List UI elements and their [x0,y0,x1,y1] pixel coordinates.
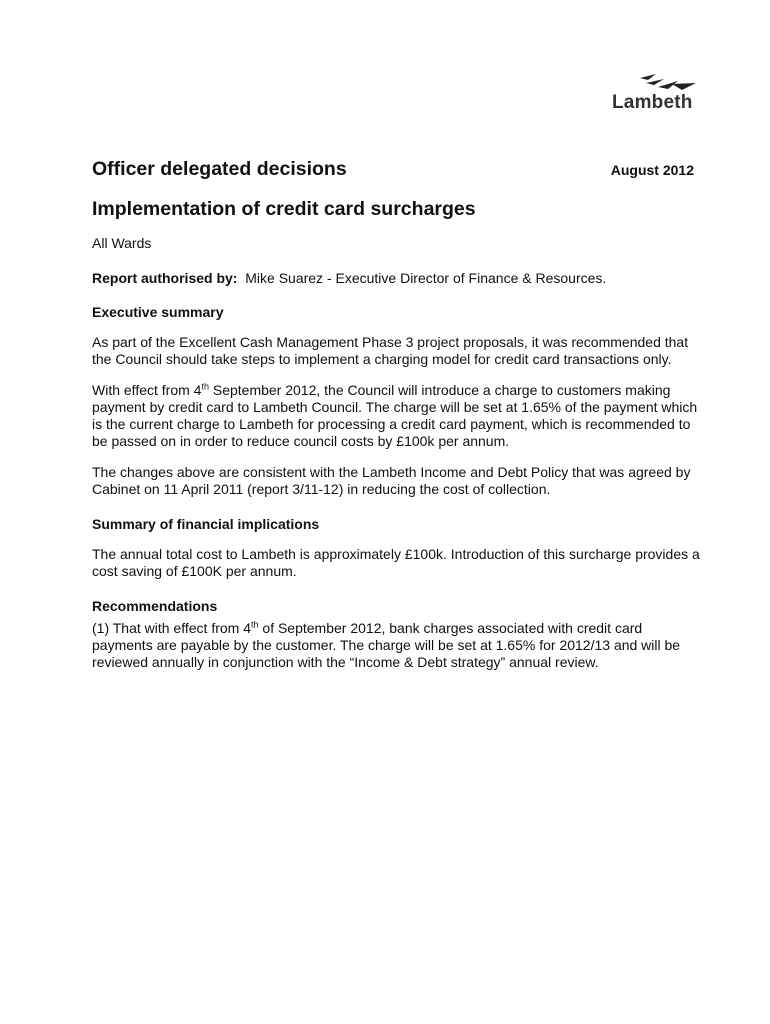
recommendations-heading: Recommendations [92,598,218,614]
recommendation-1 [92,620,702,671]
financial-paragraph: The annual total cost to Lambeth is approximately £100k. Introduction of this surcharge provides a cost saving of £100K per annum. [92,546,700,579]
executive-summary-heading: Executive summary [92,304,224,320]
wards-text: All Wards [92,235,152,251]
executive-summary-paragraph-3: The changes above are consistent with the Lambeth Income and Debt Policy that was agreed by Cabinet on 11 April 2011 (report 3/11-12) in reducing the cost of collection. [92,464,691,497]
financial-heading: Summary of financial implications [92,516,320,532]
rec-p1-pre: (1) That with effect from 4 [92,620,251,636]
rec-p1-post: of September 2012, bank charges associated with credit card payments are payable by the customer. The charge will be set at 1.65% for 2012/13 and will be reviewed annually in conjunction with the “Income & Debt strategy” annual review. [92,620,681,670]
lambeth-swallow-icon [638,74,698,94]
title-row [92,158,702,181]
es-p2-sup: th [201,381,209,392]
logo-text: Lambeth [612,92,693,113]
es-p2-post: September 2012, the Council will introduce a charge to customers making payment by credit card to Lambeth Council. The charge will be set at 1.65% of the payment which is the current charge to Lambeth for processing a credit card payment, which is recommended to be passed on in order to reduce council costs by £100k per annum. [92,382,698,449]
executive-summary-paragraph-1: As part of the Excellent Cash Management Phase 3 project proposals, it was recommended that the Council should take steps to implement a charging model for credit card transactions only. [92,334,689,367]
document-body [92,158,702,671]
document-title: Officer delegated decisions [92,158,347,180]
authorised-label: Report authorised by: [92,270,238,286]
rec-p1-sup: th [251,619,259,630]
authorised-value: Mike Suarez - Executive Director of Finance & Resources. [245,270,607,286]
document-date: August 2012 [610,162,694,178]
lambeth-logo [608,74,708,118]
authorised-line [92,270,702,286]
es-p2-pre: With effect from 4 [92,382,202,398]
executive-summary-paragraph-2 [92,382,702,450]
document-subtitle: Implementation of credit card surcharges [92,198,476,220]
